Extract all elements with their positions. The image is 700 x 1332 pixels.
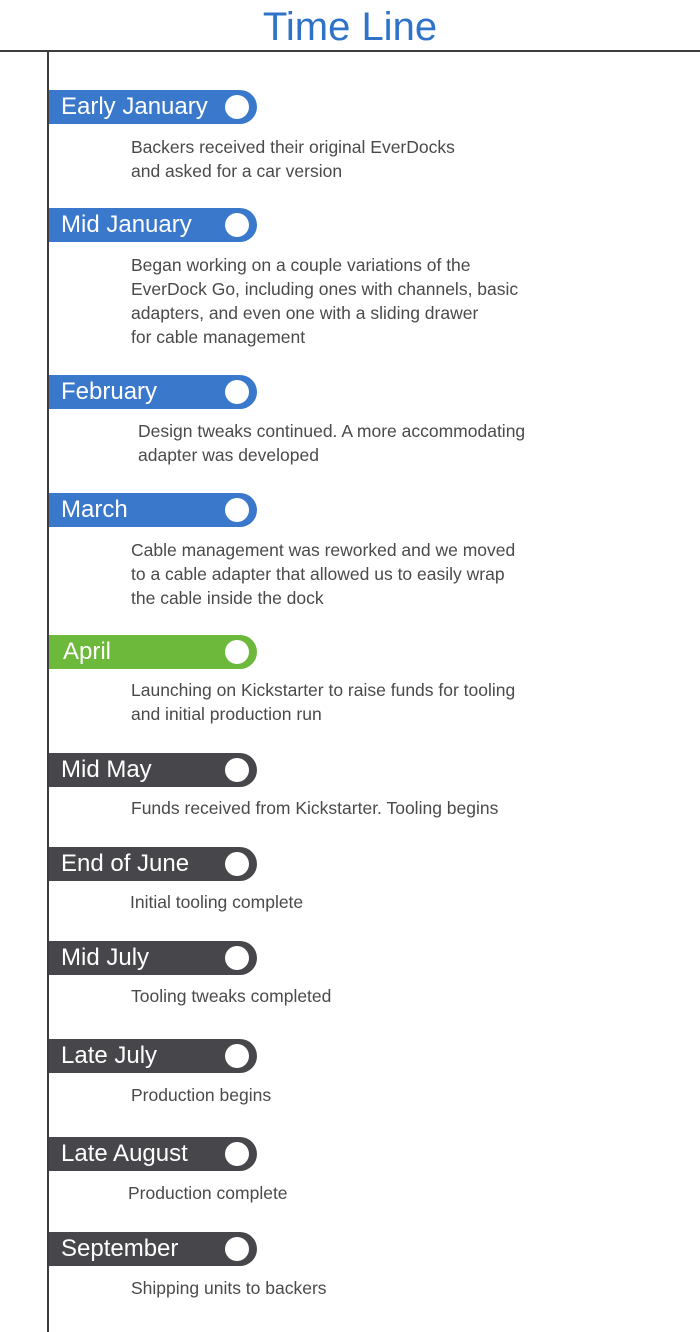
timeline-dot-icon bbox=[225, 498, 249, 522]
timeline-pill bbox=[49, 753, 257, 787]
timeline-description: Tooling tweaks completed bbox=[131, 986, 332, 1006]
timeline-pill-label: End of June bbox=[61, 850, 190, 877]
timeline-pill bbox=[49, 208, 257, 242]
timeline-pill bbox=[49, 635, 257, 669]
timeline-dot-icon bbox=[225, 852, 249, 876]
timeline-pill bbox=[49, 1137, 257, 1171]
timeline-pill bbox=[49, 1039, 257, 1073]
timeline-description: Began working on a couple variations of the EverDock Go, including ones with channels, basic adapters, and even one with a sliding drawer for cable management bbox=[131, 255, 519, 347]
timeline-pill-label: Early January bbox=[61, 93, 208, 120]
timeline-dot-icon bbox=[225, 95, 249, 119]
timeline-pill-label: March bbox=[61, 496, 128, 523]
timeline-dot-icon bbox=[225, 1044, 249, 1068]
timeline-pill-label: Mid January bbox=[61, 211, 192, 238]
timeline-dot-icon bbox=[225, 1142, 249, 1166]
timeline-pill-label: September bbox=[61, 1235, 179, 1262]
timeline-pill-label: February bbox=[61, 378, 158, 405]
timeline-dot-icon bbox=[225, 213, 249, 237]
timeline-description: Production begins bbox=[131, 1085, 272, 1105]
page-title: Time Line bbox=[262, 5, 438, 49]
timeline-dot-icon bbox=[225, 380, 249, 404]
timeline-description: Initial tooling complete bbox=[130, 892, 304, 912]
timeline-description: Cable management was reworked and we moved to a cable adapter that allowed us to easily wrap the cable inside the dock bbox=[131, 540, 516, 608]
timeline-pill bbox=[49, 493, 257, 527]
timeline-pill-label: Late August bbox=[61, 1140, 188, 1167]
timeline-pill bbox=[49, 90, 257, 124]
timeline-pill-label: Late July bbox=[61, 1042, 158, 1069]
timeline-pill bbox=[49, 941, 257, 975]
timeline-dot-icon bbox=[225, 946, 249, 970]
timeline-dot-icon bbox=[225, 1237, 249, 1261]
title-divider bbox=[0, 50, 700, 52]
timeline-pill bbox=[49, 1232, 257, 1266]
timeline-dot-icon bbox=[225, 758, 249, 782]
timeline-description: Backers received their original EverDocks and asked for a car version bbox=[131, 137, 455, 181]
timeline-pill bbox=[49, 847, 257, 881]
timeline-description: Design tweaks continued. A more accommodating adapter was developed bbox=[138, 421, 526, 465]
timeline-pill bbox=[49, 375, 257, 409]
timeline-description: Launching on Kickstarter to raise funds for tooling and initial production run bbox=[131, 680, 516, 724]
timeline-description: Production complete bbox=[128, 1183, 288, 1203]
timeline-dot-icon bbox=[225, 640, 249, 664]
timeline-pill-label: Mid May bbox=[61, 756, 152, 783]
timeline-description: Funds received from Kickstarter. Tooling begins bbox=[131, 798, 499, 818]
timeline-pill-label: Mid July bbox=[61, 944, 150, 971]
timeline-description: Shipping units to backers bbox=[131, 1278, 327, 1298]
timeline-pill-label: April bbox=[63, 638, 112, 665]
